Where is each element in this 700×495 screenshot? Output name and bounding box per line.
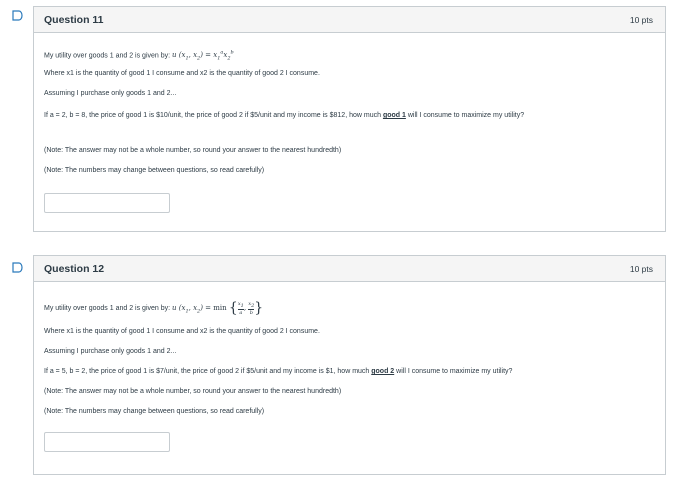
- question-points: 10 pts: [629, 14, 653, 25]
- intro-text: My utility over goods 1 and 2 is given by:: [44, 305, 173, 312]
- utility-formula: u ($x_1$, $x_2) = \min$ { $\frac{x_1}{a}$ , $\frac{x_2}{b}$ }: [172, 300, 264, 316]
- bookmark-icon[interactable]: [12, 10, 23, 21]
- utility-statement: [44, 50, 234, 62]
- question-header: [34, 7, 665, 33]
- question-prefix: If a = 2, b = 8, the price of good 1 is $10/unit, the price of good 2 if $5/unit and my income is $812, how much: [44, 112, 383, 119]
- question-text: [44, 368, 512, 375]
- good-link[interactable]: good 2: [371, 368, 395, 375]
- question-header: [34, 256, 665, 282]
- note-numbers: (Note: The numbers may change between questions, so read carefully): [44, 408, 265, 415]
- question-suffix: will I consume to maximize my utility?: [405, 112, 525, 119]
- question-points: 10 pts: [629, 263, 653, 274]
- note-rounding: (Note: The answer may not be a whole number, so round your answer to the nearest hundredth): [44, 388, 342, 395]
- where-text: Where x1 is the quantity of good 1 I consume and x2 is the quantity of good 2 I consume.: [44, 328, 320, 335]
- bookmark-icon[interactable]: [12, 262, 23, 273]
- note-rounding: (Note: The answer may not be a whole number, so round your answer to the nearest hundredth): [44, 147, 342, 154]
- utility-formula: u ($x_1$, $x_2) = x_1^ax_2^b$: [172, 50, 234, 62]
- good-link[interactable]: good 1: [382, 112, 406, 119]
- utility-statement: [44, 300, 263, 316]
- note-numbers: (Note: The numbers may change between questions, so read carefully): [44, 167, 265, 174]
- assume-text: Assuming I purchase only goods 1 and 2...: [44, 90, 177, 97]
- assume-text: Assuming I purchase only goods 1 and 2...: [44, 348, 177, 355]
- where-text: Where x1 is the quantity of good 1 I consume and x2 is the quantity of good 2 I consume.: [44, 70, 320, 77]
- answer-input[interactable]: [44, 193, 170, 213]
- question-suffix: will I consume to maximize my utility?: [394, 368, 513, 375]
- question-title: Question 12: [44, 262, 105, 275]
- question-prefix: If a = 5, b = 2, the price of good 1 is $7/unit, the price of good 2 if $5/unit and my income is $1, how much: [44, 368, 372, 375]
- intro-text: My utility over goods 1 and 2 is given by:: [44, 52, 173, 60]
- question-title: Question 11: [44, 13, 104, 26]
- question-card: [33, 6, 666, 232]
- answer-input[interactable]: [44, 432, 170, 452]
- question-text: [44, 109, 649, 122]
- question-card: [33, 255, 666, 475]
